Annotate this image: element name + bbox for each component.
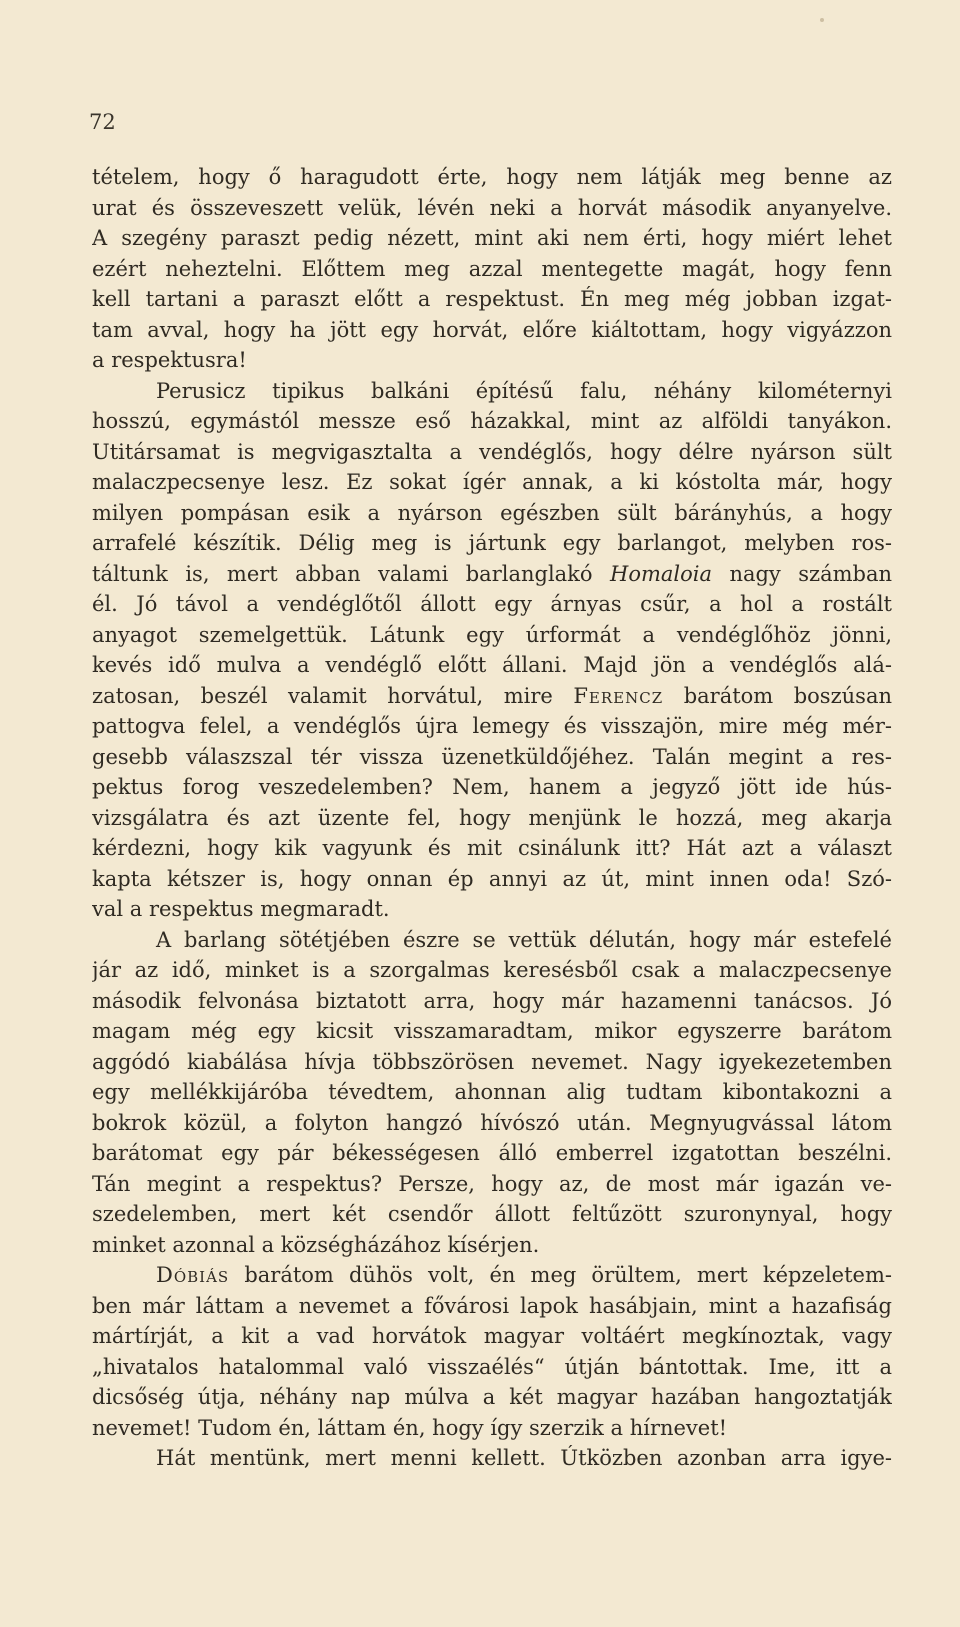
text-line bbox=[92, 589, 892, 620]
text-line-content: pektus forog veszedelemben? Nem, hanem a jegyző jött ide hús- bbox=[92, 775, 892, 799]
text-line bbox=[92, 1413, 892, 1444]
text-line bbox=[92, 254, 892, 285]
text-line-content: minket azonnal a községházához kísérjen. bbox=[92, 1232, 540, 1257]
text-line-content: dicsőség útja, néhány nap múlva a két magyar hazában hangoztatják bbox=[92, 1385, 892, 1409]
italic-term: Homaloia bbox=[610, 561, 712, 586]
text-line bbox=[92, 528, 892, 559]
text-line-content: „hivatalos hatalommal való visszaélés“ útján bántottak. Ime, itt a bbox=[92, 1354, 892, 1379]
text-line-content: magam még egy kicsit visszamaradtam, mikor egyszerre barátom bbox=[92, 1019, 892, 1043]
text-line-content: arrafelé készítik. Délig meg is jártunk egy barlangot, melyben ros- bbox=[92, 531, 892, 555]
text-line bbox=[92, 1047, 892, 1078]
text-line bbox=[92, 955, 892, 986]
text-line bbox=[92, 315, 892, 346]
small-caps-name: Dóbiás bbox=[156, 1263, 230, 1287]
text-line bbox=[92, 1352, 892, 1383]
text-line bbox=[92, 559, 892, 590]
text-line bbox=[92, 1321, 892, 1352]
body-text bbox=[92, 162, 892, 1474]
paper-speck bbox=[820, 18, 824, 22]
text-line bbox=[92, 1108, 892, 1139]
text-line-content: Hát mentünk, mert menni kellett. Útközben azonban arra igye- bbox=[156, 1446, 892, 1470]
text-line bbox=[92, 1016, 892, 1047]
text-line-continuation: barátom boszúsan bbox=[683, 683, 892, 708]
text-line-content: ezért neheztelni. Előttem meg azzal mentegette magát, hogy fenn bbox=[92, 256, 892, 281]
text-line bbox=[92, 681, 892, 712]
text-line-content: táltunk is, mert abban valami barlanglakó bbox=[92, 561, 593, 586]
text-line-content: val a respektus megmaradt. bbox=[92, 897, 390, 921]
text-line bbox=[92, 925, 892, 956]
text-line bbox=[92, 1169, 892, 1200]
text-line bbox=[92, 772, 892, 803]
text-line-content: második felvonása biztatott arra, hogy már hazamenni tanácsos. Jó bbox=[92, 988, 892, 1013]
text-line bbox=[92, 1230, 892, 1261]
text-line-content: Utitársamat is megvigasztalta a vendéglős, hogy délre nyárson sült bbox=[92, 439, 892, 464]
text-line-content: barátomat egy pár békességesen álló emberrel izgatottan beszélni. bbox=[92, 1141, 892, 1165]
text-line-content: szedelemben, mert két csendőr állott feltűzött szuronynyal, hogy bbox=[92, 1202, 892, 1226]
text-line-content: malaczpecsenye lesz. Ez sokat ígér annak, a ki kóstolta már, hogy bbox=[92, 470, 892, 494]
text-line-content: A szegény paraszt pedig nézett, mint aki nem érti, hogy miért lehet bbox=[92, 226, 892, 250]
text-line-content: kell tartani a paraszt előtt a respektust. Én meg még jobban izgat- bbox=[92, 287, 892, 311]
text-line bbox=[92, 1291, 892, 1322]
text-line bbox=[92, 742, 892, 773]
text-line-content: aggódó kiabálása hívja többszörösen nevemet. Nagy igyekezetemben bbox=[92, 1049, 892, 1074]
text-line-content: kevés idő mulva a vendéglő előtt állani. Majd jön a vendéglős alá- bbox=[92, 653, 892, 677]
text-line-content: Tán megint a respektus? Persze, hogy az, de most már igazán ve- bbox=[92, 1171, 892, 1196]
text-line bbox=[92, 986, 892, 1017]
text-line-content: tételem, hogy ő haragudott érte, hogy nem látják meg benne az bbox=[92, 165, 892, 189]
text-line-content: kapta kétszer is, hogy onnan ép annyi az út, mint innen oda! Szó- bbox=[92, 866, 892, 891]
text-line-continuation: barátom dühös volt, én meg örültem, mert képzeletem- bbox=[244, 1263, 892, 1287]
text-line bbox=[92, 193, 892, 224]
text-line bbox=[92, 345, 892, 376]
text-line-content: bokrok közül, a folyton hangzó hívószó után. Megnyugvással látom bbox=[92, 1110, 892, 1135]
text-line-content: Perusicz tipikus balkáni építésű falu, néhány kilométernyi bbox=[156, 378, 892, 403]
text-line-content: urat és összeveszett velük, lévén neki a horvát második anyanyelve. bbox=[92, 195, 892, 220]
text-line bbox=[92, 223, 892, 254]
text-line-content: él. Jó távol a vendéglőtől állott egy árnyas csűr, a hol a rostált bbox=[92, 592, 892, 616]
text-line bbox=[92, 803, 892, 834]
text-line-content: gesebb válaszszal tér vissza üzenetküldőjéhez. Talán megint a res- bbox=[92, 744, 892, 769]
text-line bbox=[92, 284, 892, 315]
text-line bbox=[92, 894, 892, 925]
text-line bbox=[92, 1199, 892, 1230]
text-line-content: a respektusra! bbox=[92, 348, 247, 372]
text-line bbox=[92, 650, 892, 681]
text-line-continuation: nagy számban bbox=[729, 561, 892, 586]
text-line bbox=[92, 437, 892, 468]
page-number: 72 bbox=[89, 110, 116, 134]
text-line-content: zatosan, beszél valamit horvátul, mire bbox=[92, 683, 553, 708]
text-line bbox=[92, 620, 892, 651]
text-line bbox=[92, 1138, 892, 1169]
text-line bbox=[92, 711, 892, 742]
text-line-content: mártírját, a kit a vad horvátok magyar voltáért megkínoztak, vagy bbox=[92, 1324, 892, 1348]
text-line-content: pattogva felel, a vendéglős újra lemegy és visszajön, mire még mér- bbox=[92, 714, 892, 738]
text-line bbox=[92, 467, 892, 498]
small-caps-name: Ferencz bbox=[573, 683, 664, 708]
text-line-content: vizsgálatra és azt üzente fel, hogy menjünk le hozzá, meg akarja bbox=[92, 805, 892, 830]
text-line bbox=[92, 1443, 892, 1474]
text-line bbox=[92, 376, 892, 407]
text-line bbox=[92, 864, 892, 895]
text-line-content: tam avval, hogy ha jött egy horvát, előre kiáltottam, hogy vigyázzon bbox=[92, 317, 892, 342]
text-line-content: milyen pompásan esik a nyárson egészben sült bárányhús, a hogy bbox=[92, 500, 892, 525]
text-line-content: anyagot szemelgettük. Látunk egy úrformát a vendéglőhöz jönni, bbox=[92, 622, 892, 647]
text-line bbox=[92, 833, 892, 864]
text-line bbox=[92, 1382, 892, 1413]
text-line-content: ben már láttam a nevemet a fővárosi lapok hasábjain, mint a hazafiság bbox=[92, 1293, 892, 1318]
text-line-content: A barlang sötétjében észre se vettük délután, hogy már estefelé bbox=[156, 927, 892, 952]
text-line-content: kérdezni, hogy kik vagyunk és mit csinálunk itt? Hát azt a választ bbox=[92, 836, 892, 860]
text-line-content: egy mellékkijáróba tévedtem, ahonnan alig tudtam kibontakozni a bbox=[92, 1080, 892, 1104]
text-line bbox=[92, 1077, 892, 1108]
text-line-content: nevemet! Tudom én, láttam én, hogy így szerzik a hírnevet! bbox=[92, 1415, 728, 1440]
text-line bbox=[92, 498, 892, 529]
text-line bbox=[92, 406, 892, 437]
text-line bbox=[92, 1260, 892, 1291]
text-line-content: jár az idő, minket is a szorgalmas keresésből csak a malaczpecsenye bbox=[92, 958, 892, 982]
text-line bbox=[92, 162, 892, 193]
text-line-content: hosszú, egymástól messze eső házakkal, mint az alföldi tanyákon. bbox=[92, 409, 892, 433]
